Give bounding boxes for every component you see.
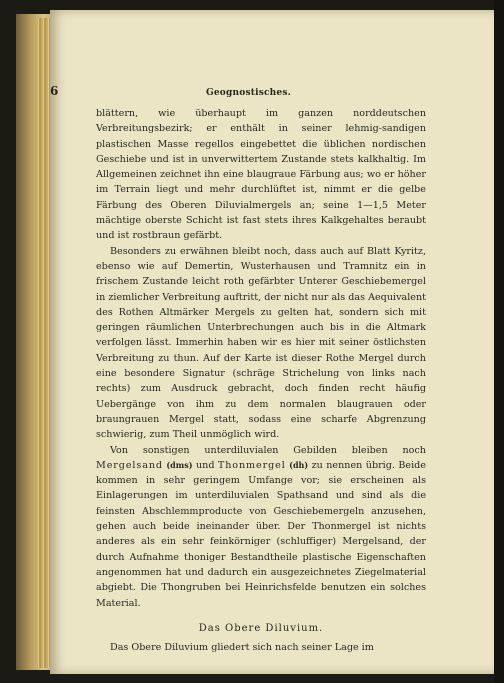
background-edge	[494, 0, 504, 683]
page-number: 6	[50, 84, 59, 98]
paragraph-3-body: zu nennen übrig. Beide kommen in sehr geringem Umfange vor; sie erscheinen als Einlagerungen im unterdiluvialen Spathsand und sind als die feinsten Abschlemmproducte von Geschiebemergeln anzusehen, gehen auch beide ineinander über. Der Thonmergel ist nichts anderes als ein sehr feinkörniger (schluffiger) Mergelsand, der durch Aufnahme thoniger Bestandtheile plastische Eigenschaften angenommen hat und dadurch ein ausgezeichnetes Ziegelmaterial abgiebt. Die Thongruben bei Heinrichsfelde benutzen ein solches Material.	[96, 459, 426, 609]
paragraph-3	[96, 443, 426, 611]
paragraph-3-intro: Von sonstigen unterdiluvialen Gebilden bleiben noch	[110, 444, 426, 456]
symbol-dms: (dms)	[166, 459, 193, 470]
running-head: Geognostisches.	[206, 88, 291, 98]
paragraph-4: Das Obere Diluvium gliedert sich nach seiner Lage im	[110, 642, 374, 654]
page-text-block	[50, 84, 426, 655]
paragraph-3-mid: und	[192, 459, 218, 471]
section-heading: Das Obere Diluvium.	[198, 622, 324, 634]
term-thonmergel: Thonmergel	[217, 459, 286, 471]
symbol-dh: (dh)	[289, 459, 309, 470]
paragraph-2: Besonders zu erwähnen bleibt noch, dass auch auf Blatt Kyritz, ebenso wie auf Demertin, Wusterhausen und Tramnitz ein in frischem Zustande leicht roth gefärbter Unterer Geschiebemergel in ziemlicher Verbreitung auftritt, der nicht nur als das Aequivalent des Rothen Altmärker Mergels zu gelten hat, sondern sich mit geringen räumlichen Unterbrechungen auch bis in die Altmark verfolgen lässt. Immerhin haben wir es hier mit seiner östlichsten Verbreitung zu thun. Auf der Karte ist dieser Rothe Mergel durch eine besondere Signatur (schräge Strichelung von links nach rechts) zum Ausdruck gebracht, doch finden recht häufig Uebergänge von ihm zu dem normalen blaugrauen oder braungrauen Mergel statt, sodass eine scharfe Abgrenzung schwierig, zum Theil unmöglich wird.	[96, 245, 426, 441]
term-mergelsand: Mergelsand	[96, 459, 163, 471]
paragraph-1: blättern, wie überhaupt im ganzen norddeutschen Verbreitungsbezirk; er enthält in seiner lehmig-sandigen plastischen Masse regellos eingebettet die üblichen nordischen Geschiebe und ist in unverwittertem Zustande stets kalkhaltig. Im Allgemeinen zeichnet ihn eine blaugraue Färbung aus; wo er höher im Terrain liegt und mehr durchlüftet ist, nimmt er die gelbe Färbung des Oberen Diluvialmergels an; seine 1—1,5 Meter mächtige oberste Schicht ist fast stets ihres Kalkgehaltes beraubt und ist rostbraun gefärbt.	[96, 108, 426, 242]
page-header	[50, 84, 426, 104]
